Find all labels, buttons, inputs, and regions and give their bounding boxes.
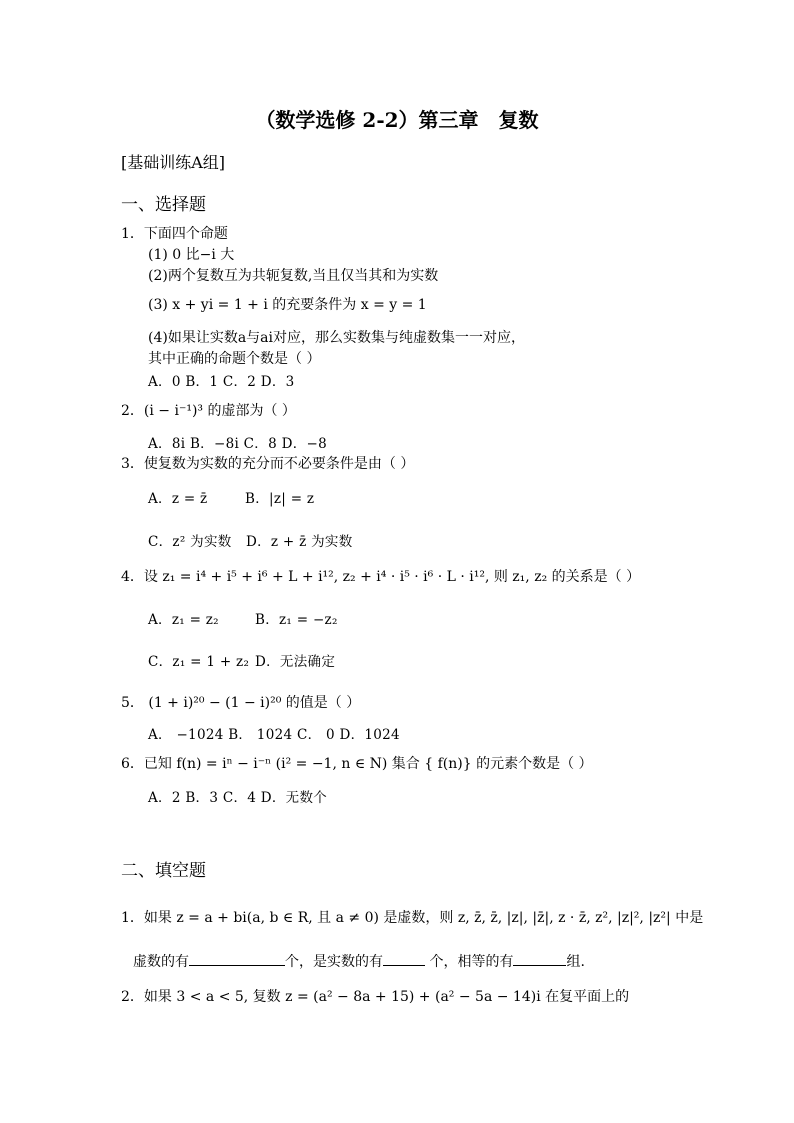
q4-option-b: B．z₁ = −z₂ [255,612,338,628]
fill-q1-text-imaginary: 虚数的有 [133,954,189,970]
fill-blank-imaginary-count[interactable] [189,951,285,966]
exercise-group-label: [基础训练A组] [121,153,226,172]
q1-proposition-4: (4)如果让实数a与ai对应，那么实数集与纯虚数集一一对应， [148,330,526,346]
fill-q1-text-groups: 组. [566,954,585,970]
fill-blank-equal-groups[interactable] [513,951,566,966]
q4-option-a: A．z₁ = z₂ [148,612,219,628]
q1-stem: 1．下面四个命题 [121,226,228,242]
fill-q1-text-equal: 个，相等的有 [425,954,514,970]
q1-proposition-2: (2)两个复数互为共轭复数,当且仅当其和为实数 [148,268,439,284]
q1-proposition-1: (1) 0 比−i 大 [148,247,235,263]
q1-proposition-3: (3) x + yi = 1 + i 的充要条件为 x = y = 1 [148,297,427,313]
fill-q1-line2 [133,951,585,971]
q4-stem: 4．设 z₁ = i⁴ + i⁵ + i⁶ + L + i¹², z₂ + i⁴ · i⁵ · i⁶ · L · i¹², 则 z₁, z₂ 的关系是（ ） [121,569,641,585]
q4-option-c: C．z₁ = 1 + z₂ [148,654,250,670]
fill-q1-line1: 1．如果 z = a + bi(a, b ∈ R, 且 a ≠ 0) 是虚数，则 z, z̄, z̄, |z|, |z̄|, z · z̄, z², |z|², |z²| 中是 [121,910,704,926]
q3-option-b: B．|z| = z [245,491,315,507]
q3-option-a: A．z = z̄ [148,491,208,507]
q6-stem: 6．已知 f(n) = iⁿ − i⁻ⁿ (i² = −1, n ∈ N) 集合 { f(n)} 的元素个数是（ ） [121,756,593,772]
q5-stem: 5． (1 + i)²⁰ − (1 − i)²⁰ 的值是（ ） [121,695,361,711]
q5-options: A． −1024 B． 1024 C． 0 D．1024 [148,727,400,743]
q1-question: 其中正确的命题个数是（ ） [148,351,321,367]
q3-option-d: D．z + z̄ 为实数 [246,534,353,550]
fill-blank-real-count[interactable] [383,951,425,966]
q4-option-d: D．无法确定 [255,654,336,670]
section-heading-fill: 二、填空题 [121,861,206,881]
q2-options: A．8i B．−8i C．8 D．−8 [148,436,328,452]
section-heading-choice: 一、选择题 [121,195,206,215]
q1-options: A．0 B．1 C．2 D．3 [148,374,295,390]
q3-stem: 3．使复数为实数的充分而不必要条件是由（ ） [121,456,415,472]
q3-option-c: C．z² 为实数 [148,534,232,550]
q2-stem: 2．(i − i⁻¹)³ 的虚部为（ ） [121,403,296,419]
q6-options: A．2 B．3 C．4 D．无数个 [148,790,328,806]
page-title: （数学选修 2-2）第三章 复数 [255,108,539,132]
fill-q2-line1: 2．如果 3 < a < 5, 复数 z = (a² − 8a + 15) + (a² − 5a − 14)i 在复平面上的 [121,989,630,1005]
fill-q1-text-real: 个，是实数的有 [285,954,383,970]
